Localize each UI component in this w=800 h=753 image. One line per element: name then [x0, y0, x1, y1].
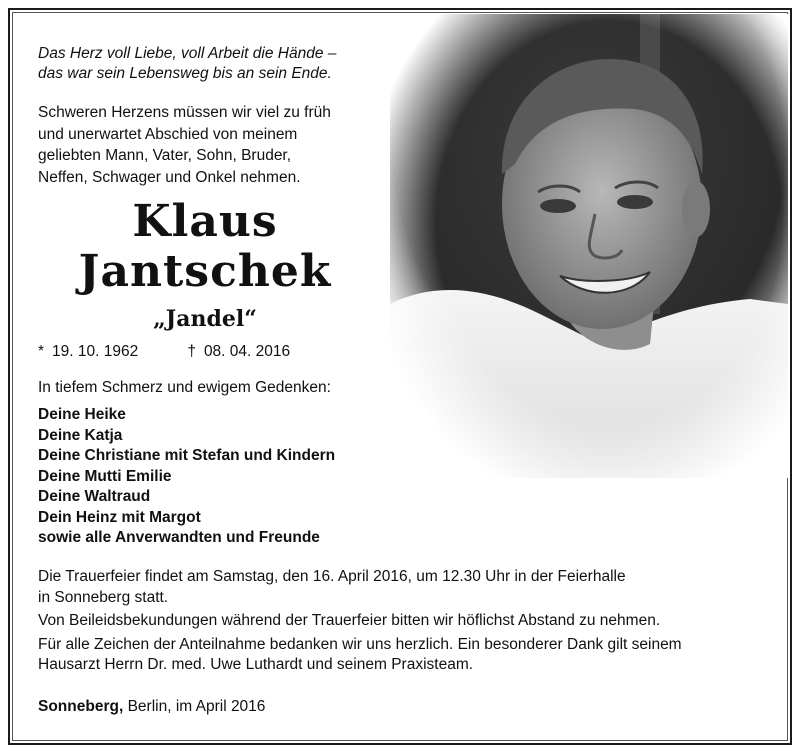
intro-line: und unerwartet Abschied von meinem	[38, 125, 298, 143]
last-name: Jantschek	[78, 246, 332, 297]
intro-line: Schweren Herzens müssen wir viel zu früh	[38, 104, 331, 121]
mourner-item: Deine Christiane mit Stefan und Kindern	[38, 447, 336, 464]
mourner-item: sowie alle Anverwandten und Freunde	[38, 529, 320, 546]
mourner-item: Deine Heike	[38, 406, 126, 423]
service-line: Hausarzt Herrn Dr. med. Uwe Luthardt und seinem Praxisteam.	[38, 656, 474, 673]
poem-line: das war sein Lebensweg bis an sein Ende.	[38, 65, 332, 82]
portrait-photo	[390, 14, 788, 478]
footer-date: Berlin, im April 2016	[127, 698, 266, 715]
death-date-group	[187, 343, 290, 361]
service-paragraph	[38, 567, 768, 608]
first-name: Klaus	[132, 196, 278, 247]
life-dates	[38, 343, 290, 361]
birth-date-group	[38, 343, 183, 361]
service-paragraph	[38, 635, 768, 676]
opening-poem	[38, 44, 336, 84]
intro-line: geliebten Mann, Vater, Sohn, Bruder,	[38, 147, 292, 164]
mourner-item: Deine Katja	[38, 426, 123, 444]
intro-text	[38, 102, 331, 188]
footer-place: Sonneberg,	[38, 698, 124, 715]
birth-date: 19. 10. 1962	[52, 343, 139, 360]
mourner-item: Deine Waltraud	[38, 488, 151, 505]
death-date: 08. 04. 2016	[203, 343, 291, 360]
service-line: Für alle Zeichen der Anteilnahme bedanken wir uns herzlich. Ein besonderer Dank gilt seinem	[38, 635, 682, 653]
intro-line: Neffen, Schwager und Onkel nehmen.	[38, 168, 301, 186]
birth-star-icon: *	[38, 343, 45, 360]
mourner-item: Deine Mutti Emilie	[38, 467, 172, 485]
mourner-item: Dein Heinz mit Margot	[38, 508, 201, 526]
mourning-intro: In tiefem Schmerz und ewigem Gedenken:	[38, 379, 331, 396]
service-line: Die Trauerfeier findet am Samstag, den 16. April 2016, um 12.30 Uhr in der Feierhalle	[38, 568, 626, 585]
death-cross-icon: †	[187, 343, 196, 360]
service-paragraph: Von Beileidsbekundungen während der Trauerfeier bitten wir höflichst Abstand zu nehmen.	[38, 612, 661, 629]
service-line: in Sonneberg statt.	[38, 588, 169, 606]
place-date-footer	[38, 698, 265, 716]
poem-line: Das Herz voll Liebe, voll Arbeit die Hände –	[38, 45, 337, 62]
mourners-list	[38, 405, 335, 549]
nickname: „Jandel“	[153, 306, 257, 332]
service-info	[38, 567, 768, 679]
